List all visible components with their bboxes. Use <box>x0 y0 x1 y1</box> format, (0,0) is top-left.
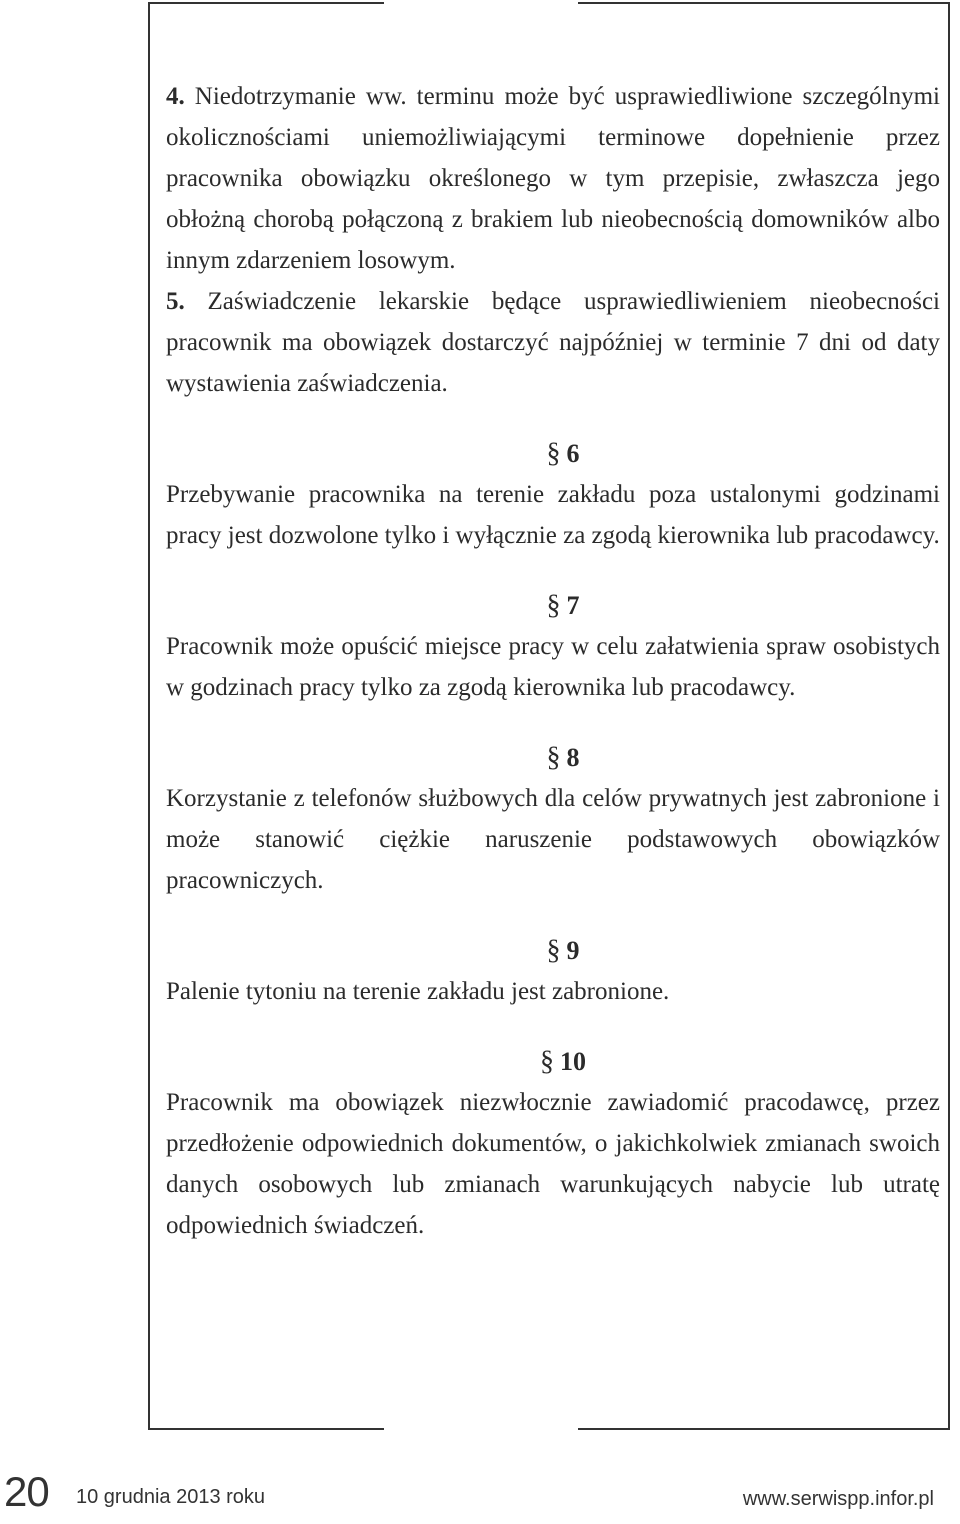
section-number: 6 <box>566 439 580 468</box>
section-symbol: § <box>540 1046 554 1077</box>
item-text: Niedotrzymanie ww. terminu może być usprawiedliwione szczególnymi okolicznościami uniemożliwiającymi terminowe dopełnienie przez pracownika obowiązku określonego w tym przepisie, zwłaszcza jego obłożną chorobą połączoną z brakiem lub nieobecnością domowników albo innym zdarzeniem losowym. <box>166 83 940 274</box>
section-symbol: § <box>546 590 561 621</box>
section-text: Pracownik ma obowiązek niezwłocznie zawiadomić pracodawcę, przez przedłożenie odpowiednich dokumentów, o jakichkolwiek zmianach swoich danych osobowych lub zmianach warunkujących nabycie lub utratę odpowiednich świadczeń. <box>166 1089 940 1239</box>
section-number: 8 <box>566 743 580 772</box>
page-number: 20 <box>4 1468 49 1515</box>
section-heading <box>166 434 940 474</box>
item-number: 5. <box>166 288 185 315</box>
page-footer <box>0 1466 960 1524</box>
item-number: 4. <box>166 83 185 110</box>
section-symbol: § <box>546 935 561 966</box>
section-text: Przebywanie pracownika na terenie zakładu poza ustalonymi godzinami pracy jest dozwolone tylko i wyłącznie za zgodą kierownika lub pracodawcy. <box>166 481 940 549</box>
section-text: Pracownik może opuścić miejsce pracy w celu załatwienia spraw osobistych w godzinach pracy tylko za zgodą kierownika lub pracodawcy. <box>166 633 940 701</box>
section-heading <box>166 1042 940 1082</box>
section-number: 7 <box>566 591 580 620</box>
section-symbol: § <box>546 742 561 773</box>
section-heading <box>166 586 940 626</box>
section-text: Korzystanie z telefonów służbowych dla celów prywatnych jest zabronione i może stanowić ciężkie naruszenie podstawowych obowiązków pracowniczych. <box>166 785 940 894</box>
section-number: 9 <box>566 936 580 965</box>
section-heading <box>166 931 940 971</box>
item-text: Zaświadczenie lekarskie będące usprawiedliwieniem nieobecności pracownik ma obowiązek dostarczyć najpóźniej w terminie 7 dni od daty wystawienia zaświadczenia. <box>166 288 941 397</box>
section-symbol: § <box>546 438 561 469</box>
section-heading <box>166 738 940 778</box>
section-number: 10 <box>560 1047 586 1076</box>
document-body <box>166 76 940 1246</box>
list-item <box>166 76 940 281</box>
section-text: Palenie tytoniu na terenie zakładu jest zabronione. <box>166 978 670 1005</box>
list-item <box>166 281 940 404</box>
footer-url[interactable]: www.serwispp.infor.pl <box>742 1488 934 1510</box>
footer-date: 10 grudnia 2013 roku <box>76 1486 266 1508</box>
